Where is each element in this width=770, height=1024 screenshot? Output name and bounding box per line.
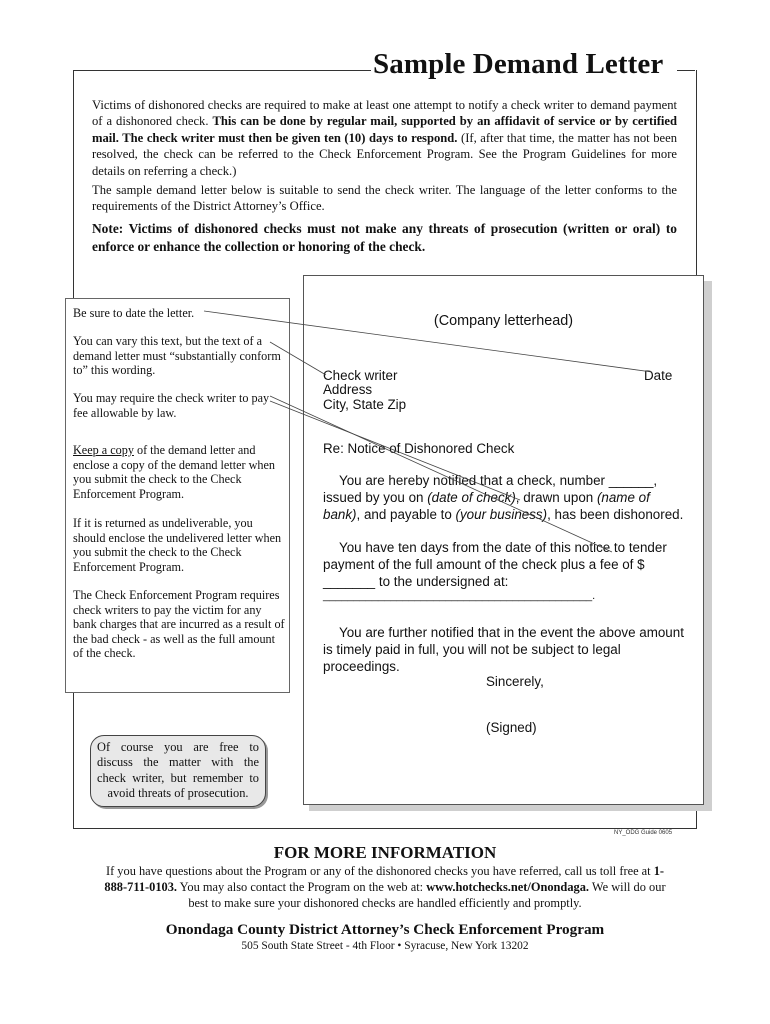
tip-bank-charges: The Check Enforcement Program requires check writers to pay the victim for any bank charges that are incurred as a result of the bad check - as well as the full amount of the check. (73, 588, 285, 661)
leader-fee-2 (270, 396, 612, 552)
guide-code: NY_ODG Guide 0605 (614, 830, 673, 836)
intro-text-a: Victims of dishonored checks are required to make at least one attempt to notify a check writer to demand payment of a dishonored check. (92, 98, 677, 129)
more-info-heading: FOR MORE INFORMATION (273, 843, 497, 862)
leader-date (204, 311, 652, 372)
leader-fee (270, 401, 520, 500)
intro-text-c: (If, after that time, the matter has not been resolved, the check can be referred to the Check Enforcement Program. See the Program Guidelines for more details on referring a check.) (92, 130, 677, 178)
org-name: Onondaga County District Attorney’s Check Enforcement Program (165, 921, 605, 938)
re-line: Re: Notice of Dishonored Check (323, 441, 515, 456)
signature: (Signed) (486, 720, 537, 735)
tip-copy: Keep a copy of the demand letter and enclose a copy of the demand letter when you submit the check to the Check Enforcement Program. (73, 443, 276, 501)
tip-bubble: Of course you are free to discuss the matter with the check writer, but remember to avoid threats of prosecution. (90, 735, 266, 807)
web-link[interactable]: www.hotchecks.net/Onondaga. (426, 880, 590, 895)
tip-vary: You can vary this text, but the text of a demand letter must “substantially conform to” this wording. (73, 334, 281, 378)
intro-paragraph-2: The sample demand letter below is suitable to send the check writer. The language of the letter conforms to the requirements of the District Attorney’s Office. (92, 183, 677, 214)
org-address: 505 South State Street - 4th Floor • Syracuse, New York 13202 (241, 940, 529, 952)
sincerely: Sincerely, (486, 674, 544, 689)
date-line: Date (644, 368, 673, 383)
page-title: Sample Demand Letter (373, 48, 664, 80)
tip-fee: You may require the check writer to pay fee allowable by law. (73, 391, 270, 420)
letter-paragraph-3: You are further notified that in the event the above amount is timely paid in full, you will not be subject to legal proceedings. (323, 625, 684, 674)
letter-paragraph-2: You have ten days from the date of this notice to tender payment of the full amount of the check plus a fee of $ _______ to the undersigned at: (323, 540, 667, 589)
letter-paragraph-1: You are hereby notified that a check, number ______, issued by you on (date of check), drawn upon (name of bank), and payable to (your business), has been dishonored. (323, 473, 684, 522)
phone-number: 1-888-711-0103. (104, 864, 665, 895)
more-info-text: If you have questions about the Program or any of the dishonored checks you have referred, call us toll free at 1-888-711-0103. You may also contact the Program on the web at: www.hotchecks.net/Onondaga. We will do our best to make sure your dishonored checks are handled efficiently and promptly. (104, 864, 666, 911)
tip-returned: If it is returned as undeliverable, you should enclose the undelivered letter when you submit the check to the Check Enforcement Program. (73, 516, 282, 574)
note-paragraph: Note: Victims of dishonored checks must not make any threats of prosecution (written or oral) to enforce or enhance the collection or honoring of the check. (92, 221, 677, 254)
intro-text-bold: This can be done by regular mail, supported by an affidavit of service or by certified mail. The check writer must then be given ten (10) days to respond. (92, 114, 677, 145)
check-writer-line: Check writer (323, 368, 398, 383)
letterhead: (Company letterhead) (433, 313, 574, 329)
city-line: City, State Zip (323, 397, 407, 412)
tip-date: Be sure to date the letter. (73, 306, 195, 320)
leader-vary (270, 342, 326, 375)
address-line: Address (323, 382, 373, 397)
address-blank-line: ____________________________________________. (323, 590, 596, 602)
